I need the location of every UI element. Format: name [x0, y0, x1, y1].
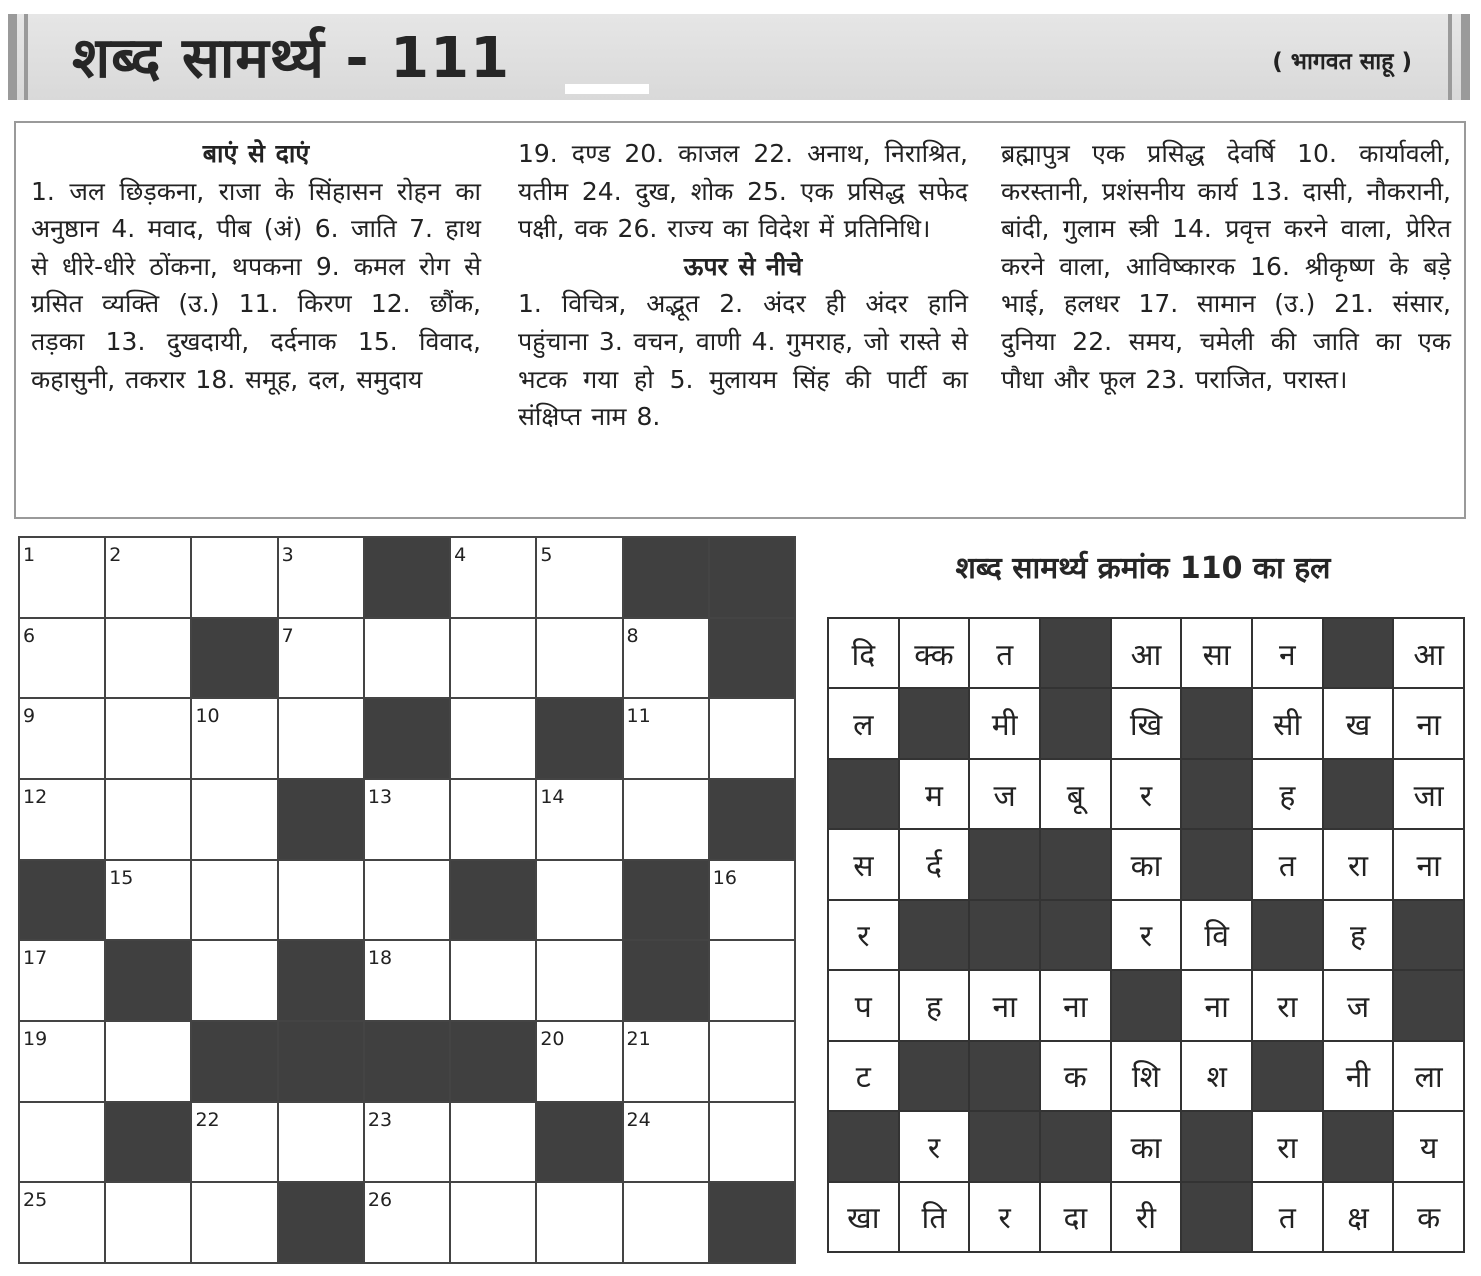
- grid-cell-black: [279, 1022, 363, 1101]
- grid-cell[interactable]: [537, 780, 621, 859]
- clue-number: 20: [540, 1027, 565, 1050]
- grid-cell[interactable]: [365, 861, 449, 940]
- solution-cell: री: [1112, 1183, 1181, 1251]
- solution-cell: ना: [970, 971, 1039, 1039]
- header-bar-right-thin: [1448, 14, 1452, 100]
- solution-cell-black: [900, 901, 969, 969]
- clue-number: 12: [23, 785, 48, 808]
- grid-cell[interactable]: [451, 1183, 535, 1262]
- clue-number: 19: [23, 1027, 48, 1050]
- grid-cell[interactable]: [279, 538, 363, 617]
- solution-cell: रा: [1324, 830, 1393, 898]
- grid-cell-black: [106, 941, 190, 1020]
- grid-cell-black: [710, 619, 794, 698]
- grid-cell-black: [192, 1022, 276, 1101]
- clue-number: 25: [23, 1189, 48, 1212]
- solution-cell: मी: [970, 689, 1039, 757]
- grid-cell[interactable]: [624, 1022, 708, 1101]
- solution-cell: य: [1394, 1112, 1463, 1180]
- grid-cell-black: [279, 1183, 363, 1262]
- solution-cell: क: [1394, 1183, 1463, 1251]
- solution-cell-black: [970, 1112, 1039, 1180]
- grid-cell[interactable]: [365, 1183, 449, 1262]
- solution-cell: का: [1112, 1112, 1181, 1180]
- solution-cell-black: [970, 830, 1039, 898]
- solution-cell-black: [1253, 901, 1322, 969]
- solution-cell: वि: [1182, 901, 1251, 969]
- grid-cell-black: [537, 699, 621, 778]
- grid-cell[interactable]: [192, 1103, 276, 1182]
- header-bar-left-thin: [24, 14, 28, 100]
- clue-number: 9: [23, 705, 36, 728]
- clue-number: 5: [540, 544, 553, 566]
- solution-cell: त: [970, 619, 1039, 687]
- solution-cell: दा: [1041, 1183, 1110, 1251]
- grid-cell[interactable]: [710, 699, 794, 778]
- grid-cell-black: [710, 538, 794, 617]
- solution-cell-black: [1253, 1042, 1322, 1110]
- grid-cell[interactable]: [365, 1103, 449, 1182]
- grid-cell[interactable]: [20, 699, 104, 778]
- solution-cell: आ: [1112, 619, 1181, 687]
- clue-number: 15: [109, 866, 134, 889]
- grid-cell[interactable]: [365, 941, 449, 1020]
- solution-cell: म: [900, 760, 969, 828]
- grid-cell-black: [451, 861, 535, 940]
- solution-cell-black: [900, 1042, 969, 1110]
- grid-cell[interactable]: [537, 1183, 621, 1262]
- solution-cell: ना: [1394, 689, 1463, 757]
- solution-cell: ज: [1324, 971, 1393, 1039]
- solution-cell-black: [1182, 689, 1251, 757]
- solution-cell-black: [1182, 1183, 1251, 1251]
- solution-cell: ह: [900, 971, 969, 1039]
- solution-cell: खि: [1112, 689, 1181, 757]
- grid-cell[interactable]: [192, 780, 276, 859]
- grid-cell[interactable]: [192, 699, 276, 778]
- solution-cell: आ: [1394, 619, 1463, 687]
- clue-number: 22: [195, 1108, 220, 1131]
- solution-cell: ख: [1324, 689, 1393, 757]
- clue-number: 3: [281, 544, 294, 566]
- grid-cell-black: [624, 538, 708, 617]
- grid-cell-black: [365, 699, 449, 778]
- clue-number: 7: [281, 624, 294, 647]
- grid-cell[interactable]: [451, 1103, 535, 1182]
- solution-cell: र: [900, 1112, 969, 1180]
- grid-cell[interactable]: [20, 941, 104, 1020]
- clue-number: 26: [367, 1189, 393, 1212]
- solution-cell: ना: [1394, 830, 1463, 898]
- solution-cell: ज: [970, 760, 1039, 828]
- across-heading: बाएं से दाएं: [202, 139, 310, 168]
- solution-cell-black: [1041, 619, 1110, 687]
- page-header: [8, 14, 1470, 100]
- grid-cell-black: [20, 861, 104, 940]
- grid-cell[interactable]: [451, 941, 535, 1020]
- clues-column-1: [31, 135, 481, 398]
- grid-cell-black: [537, 1103, 621, 1182]
- clue-number: 11: [626, 705, 651, 728]
- grid-cell[interactable]: [624, 1183, 708, 1262]
- clue-number: 6: [23, 624, 36, 647]
- solution-cell: दि: [829, 619, 898, 687]
- solution-cell: श: [1182, 1042, 1251, 1110]
- solution-cell: नी: [1324, 1042, 1393, 1110]
- clue-number: 1: [23, 544, 36, 566]
- solution-cell: ना: [1041, 971, 1110, 1039]
- solution-cell-black: [1394, 901, 1463, 969]
- clue-number: 17: [23, 947, 48, 970]
- solution-cell-black: [970, 1042, 1039, 1110]
- grid-cell[interactable]: [710, 1022, 794, 1101]
- clue-number: 21: [626, 1027, 651, 1050]
- grid-cell-black: [365, 1022, 449, 1101]
- solution-cell: र: [970, 1183, 1039, 1251]
- solution-cell: ट: [829, 1042, 898, 1110]
- grid-cell[interactable]: [624, 1103, 708, 1182]
- solution-cell-black: [1112, 971, 1181, 1039]
- clue-number: 4: [454, 544, 467, 566]
- clue-number: 8: [626, 624, 639, 647]
- solution-cell: क्ष: [1324, 1183, 1393, 1251]
- solution-cell: स: [829, 830, 898, 898]
- grid-cell[interactable]: [106, 538, 190, 617]
- solution-cell: र: [829, 901, 898, 969]
- solution-cell: क्क: [900, 619, 969, 687]
- clue-number: 23: [367, 1108, 393, 1131]
- grid-cell-black: [279, 780, 363, 859]
- clue-number: 24: [626, 1108, 651, 1131]
- solution-cell-black: [1182, 830, 1251, 898]
- solution-cell: क: [1041, 1042, 1110, 1110]
- grid-cell[interactable]: [20, 1022, 104, 1101]
- grid-cell-black: [710, 780, 794, 859]
- solution-cell-black: [970, 901, 1039, 969]
- grid-cell[interactable]: [279, 1103, 363, 1182]
- clue-number: 2: [109, 544, 122, 566]
- solution-cell-black: [1324, 619, 1393, 687]
- solution-cell: शि: [1112, 1042, 1181, 1110]
- grid-cell[interactable]: [710, 861, 794, 940]
- grid-cell[interactable]: [537, 941, 621, 1020]
- grid-cell[interactable]: [451, 699, 535, 778]
- grid-cell[interactable]: [624, 699, 708, 778]
- solution-cell: सा: [1182, 619, 1251, 687]
- header-bar-left-thick: [8, 14, 17, 100]
- grid-cell[interactable]: [279, 861, 363, 940]
- clues-column-3: [1001, 135, 1451, 398]
- crossword-grid: [18, 536, 796, 1264]
- solution-cell-black: [1041, 689, 1110, 757]
- grid-cell-black: [365, 538, 449, 617]
- solution-cell: र: [1112, 760, 1181, 828]
- grid-cell-black: [710, 1183, 794, 1262]
- grid-cell[interactable]: [365, 780, 449, 859]
- down-heading: ऊपर से नीचे: [683, 251, 803, 281]
- title-underline-tab: [565, 84, 649, 94]
- grid-cell-black: [624, 861, 708, 940]
- grid-cell[interactable]: [106, 861, 190, 940]
- across-clues-part-1: 1. जल छिड़कना, राजा के सिंहासन रोहन का अनुष्ठान 4. मवाद, पीब (अं) 6. जाति 7. हाथ से धीरे-धीरे ठोंकना, थपकना 9. कमल रोग से ग्रसित व्यक्ति (उ.) 11. किरण 12. छौंक, तड़का 13. दुखदायी, दर्दनाक 15. विवाद, कहासुनी, तकरार 18. समूह, दल, समुदाय: [31, 176, 481, 394]
- grid-cell[interactable]: [365, 619, 449, 698]
- grid-cell[interactable]: [106, 699, 190, 778]
- solution-cell: र्द: [900, 830, 969, 898]
- grid-cell[interactable]: [451, 619, 535, 698]
- clues-column-2: [518, 135, 968, 436]
- solution-cell: का: [1112, 830, 1181, 898]
- grid-cell[interactable]: [710, 941, 794, 1020]
- grid-cell-black: [624, 941, 708, 1020]
- solution-title: शब्द सामर्थ्य क्रमांक 110 का हल: [955, 551, 1331, 586]
- solution-cell-black: [1324, 1112, 1393, 1180]
- solution-cell-black: [1041, 901, 1110, 969]
- grid-cell[interactable]: [192, 861, 276, 940]
- grid-cell[interactable]: [710, 1103, 794, 1182]
- solution-cell: खा: [829, 1183, 898, 1251]
- clue-number: 14: [540, 785, 565, 808]
- solution-cell: ह: [1253, 760, 1322, 828]
- solution-cell: ति: [900, 1183, 969, 1251]
- grid-cell[interactable]: [106, 780, 190, 859]
- solution-cell: ला: [1394, 1042, 1463, 1110]
- header-bar-right-thick: [1461, 14, 1470, 100]
- grid-cell[interactable]: [192, 1183, 276, 1262]
- grid-cell[interactable]: [20, 619, 104, 698]
- solution-cell: र: [1112, 901, 1181, 969]
- solution-cell: ना: [1182, 971, 1251, 1039]
- grid-cell-black: [279, 941, 363, 1020]
- grid-cell[interactable]: [20, 1103, 104, 1182]
- solution-cell-black: [1394, 971, 1463, 1039]
- grid-cell-black: [106, 1103, 190, 1182]
- grid-cell[interactable]: [624, 619, 708, 698]
- author-credit: ( भागवत साहू ): [1272, 49, 1412, 75]
- solution-cell: बू: [1041, 760, 1110, 828]
- solution-cell: त: [1253, 1183, 1322, 1251]
- grid-cell[interactable]: [20, 1183, 104, 1262]
- solution-grid: [827, 617, 1465, 1253]
- grid-cell[interactable]: [537, 619, 621, 698]
- solution-cell-black: [1182, 760, 1251, 828]
- clues-box: [14, 121, 1466, 519]
- down-clues-part-1: 1. विचित्र, अद्भूत 2. अंदर ही अंदर हानि पहुंचाना 3. वचन, वाणी 4. गुमराह, जो रास्ते से भटक गया हो 5. मुलायम सिंह की पार्टी का संक्षिप्त नाम 8.: [518, 289, 968, 432]
- grid-cell[interactable]: [451, 780, 535, 859]
- grid-cell[interactable]: [537, 1022, 621, 1101]
- solution-cell-black: [1182, 1112, 1251, 1180]
- grid-cell[interactable]: [451, 538, 535, 617]
- solution-cell-black: [1324, 760, 1393, 828]
- solution-cell-black: [829, 760, 898, 828]
- grid-cell[interactable]: [20, 780, 104, 859]
- grid-cell[interactable]: [279, 699, 363, 778]
- solution-cell-black: [829, 1112, 898, 1180]
- solution-cell: ल: [829, 689, 898, 757]
- solution-cell-black: [1041, 1112, 1110, 1180]
- grid-cell[interactable]: [192, 538, 276, 617]
- solution-cell: जा: [1394, 760, 1463, 828]
- grid-cell[interactable]: [624, 780, 708, 859]
- solution-cell: सी: [1253, 689, 1322, 757]
- grid-cell[interactable]: [537, 861, 621, 940]
- solution-cell: रा: [1253, 971, 1322, 1039]
- solution-cell: त: [1253, 830, 1322, 898]
- solution-cell: प: [829, 971, 898, 1039]
- page-title: शब्द सामर्थ्य - 111: [72, 26, 511, 91]
- solution-cell-black: [1041, 830, 1110, 898]
- grid-cell-black: [192, 619, 276, 698]
- solution-cell-black: [900, 689, 969, 757]
- grid-cell[interactable]: [106, 1183, 190, 1262]
- grid-cell[interactable]: [192, 941, 276, 1020]
- grid-cell[interactable]: [106, 619, 190, 698]
- grid-cell[interactable]: [106, 1022, 190, 1101]
- across-clues-part-2: 19. दण्ड 20. काजल 22. अनाथ, निराश्रित, यतीम 24. दुख, शोक 25. एक प्रसिद्ध सफेद पक्षी, वक 26. राज्य का विदेश में प्रतिनिधि।: [518, 139, 968, 244]
- solution-cell: रा: [1253, 1112, 1322, 1180]
- grid-cell-black: [451, 1022, 535, 1101]
- clue-number: 10: [195, 705, 220, 728]
- grid-cell[interactable]: [537, 538, 621, 617]
- solution-cell: ह: [1324, 901, 1393, 969]
- solution-cell: न: [1253, 619, 1322, 687]
- clue-number: 18: [367, 947, 393, 970]
- clue-number: 16: [712, 866, 737, 889]
- grid-cell[interactable]: [279, 619, 363, 698]
- clue-number: 13: [367, 785, 393, 808]
- grid-cell[interactable]: [20, 538, 104, 617]
- down-clues-part-2: ब्रह्मापुत्र एक प्रसिद्ध देवर्षि 10. कार्यावली, करस्तानी, प्रशंसनीय कार्य 13. दासी, नौकरानी, बांदी, गुलाम स्त्री 14. प्रवृत्त करने वाला, प्रेरित करने वाला, आविष्कारक 16. श्रीकृष्ण के बड़े भाई, हलधर 17. सामान (उ.) 21. संसार, दुनिया 22. समय, चमेली की जाति का एक पौधा और फूल 23. पराजित, परास्त।: [1001, 139, 1451, 394]
